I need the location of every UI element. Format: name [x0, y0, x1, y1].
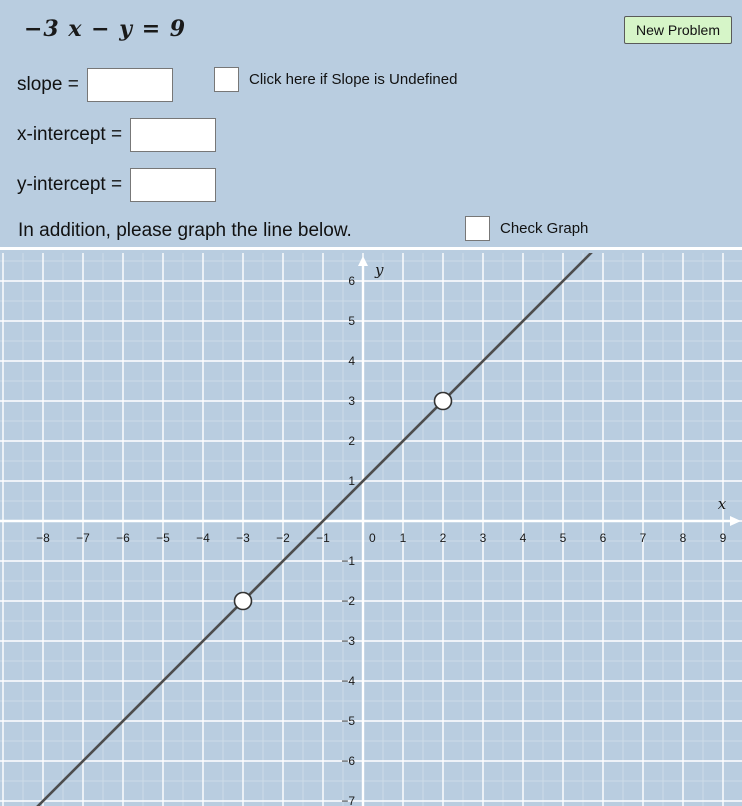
svg-text:4: 4 — [348, 354, 355, 368]
x-intercept-field-row — [17, 118, 216, 152]
svg-text:3: 3 — [348, 394, 355, 408]
svg-text:−2: −2 — [341, 594, 355, 608]
svg-text:−4: −4 — [341, 674, 355, 688]
x-intercept-label: x-intercept = — [17, 124, 123, 145]
problem-panel — [0, 0, 742, 250]
svg-text:2: 2 — [348, 434, 355, 448]
x-intercept-input[interactable] — [130, 118, 216, 152]
svg-text:7: 7 — [639, 531, 647, 545]
svg-text:−8: −8 — [36, 531, 50, 545]
undefined-slope-checkbox[interactable] — [214, 67, 239, 92]
svg-text:−6: −6 — [116, 531, 130, 545]
instruction-text: In addition, please graph the line below. — [18, 220, 352, 241]
svg-text:2: 2 — [439, 531, 447, 545]
draggable-point[interactable] — [235, 593, 252, 610]
svg-text:1: 1 — [348, 474, 355, 488]
draggable-point[interactable] — [435, 393, 452, 410]
y-intercept-input[interactable] — [130, 168, 216, 202]
svg-text:x: x — [717, 495, 727, 513]
svg-text:6: 6 — [348, 274, 355, 288]
y-intercept-field-row — [17, 168, 216, 202]
svg-text:y: y — [375, 261, 384, 279]
svg-text:−4: −4 — [196, 531, 210, 545]
svg-text:−3: −3 — [236, 531, 250, 545]
svg-text:−7: −7 — [76, 531, 90, 545]
graph-svg[interactable] — [0, 253, 742, 806]
check-graph-row — [465, 216, 588, 241]
undefined-slope-label: Click here if Slope is Undefined — [249, 71, 458, 88]
svg-text:3: 3 — [479, 531, 487, 545]
check-graph-checkbox[interactable] — [465, 216, 490, 241]
svg-text:4: 4 — [519, 531, 527, 545]
new-problem-button[interactable]: New Problem — [624, 16, 732, 44]
svg-text:−1: −1 — [341, 554, 355, 568]
svg-text:−5: −5 — [341, 714, 355, 728]
svg-text:−7: −7 — [341, 794, 355, 806]
svg-text:9: 9 — [719, 531, 727, 545]
check-graph-label: Check Graph — [500, 220, 589, 237]
svg-text:5: 5 — [559, 531, 567, 545]
svg-text:−6: −6 — [341, 754, 355, 768]
slope-label: slope = — [17, 74, 79, 95]
svg-text:5: 5 — [348, 314, 355, 328]
svg-text:8: 8 — [679, 531, 687, 545]
graph-background — [0, 253, 742, 806]
svg-text:−1: −1 — [316, 531, 330, 545]
undefined-slope-row — [214, 67, 457, 92]
slope-field-row — [17, 68, 173, 102]
slope-input[interactable] — [87, 68, 173, 102]
svg-text:1: 1 — [399, 531, 407, 545]
svg-text:−5: −5 — [156, 531, 170, 545]
svg-text:6: 6 — [599, 531, 607, 545]
svg-text:0: 0 — [369, 531, 376, 545]
svg-text:−2: −2 — [276, 531, 290, 545]
coordinate-plane[interactable] — [0, 253, 742, 806]
svg-text:−3: −3 — [341, 634, 355, 648]
y-intercept-label: y-intercept = — [17, 174, 123, 195]
equation-display: −3 x − y = 9 — [24, 16, 187, 42]
